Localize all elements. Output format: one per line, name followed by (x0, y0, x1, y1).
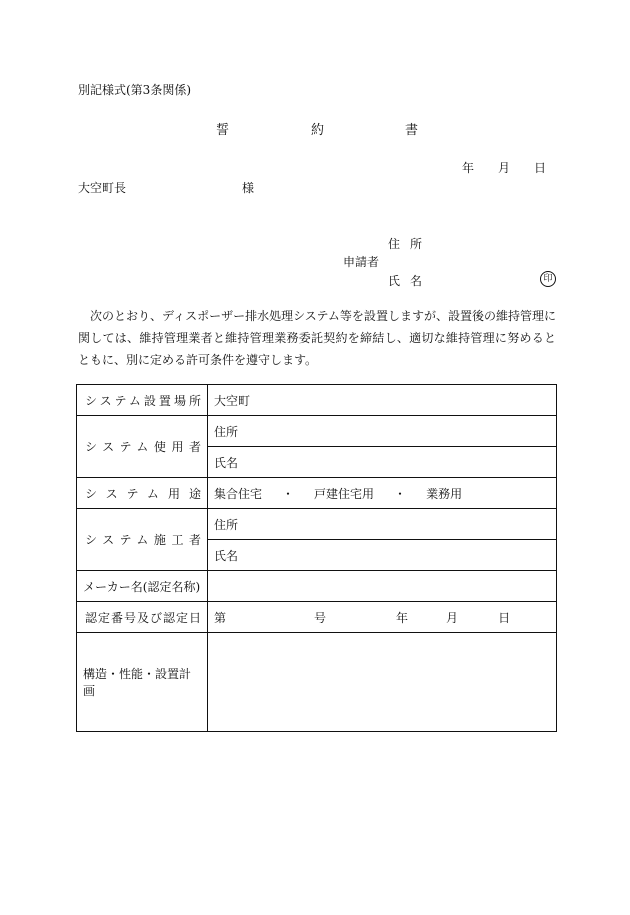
installer-label: システム施工者 (77, 509, 208, 571)
addressee: 大空町長 (78, 181, 127, 195)
usage-separator: ・ (394, 486, 407, 501)
maker-label: メーカー名(認定名称) (77, 571, 208, 602)
cert-label: 認定番号及び認定日 (77, 602, 208, 633)
date-year-label: 年 (462, 161, 475, 175)
form-label: 別記様式(第3条関係) (78, 83, 191, 97)
user-address-field[interactable]: 住所 (208, 416, 557, 447)
location-label: システム設置場所 (77, 385, 208, 416)
cert-no-suffix: 号 (314, 610, 327, 625)
date-day-label: 日 (534, 161, 547, 175)
structure-field[interactable] (208, 633, 557, 732)
table-row-structure (77, 633, 557, 732)
title-char-3: 書 (405, 123, 419, 138)
table-row-maker (77, 571, 557, 602)
usage-separator: ・ (282, 486, 295, 501)
user-name-field[interactable]: 氏名 (208, 447, 557, 478)
table-row-certification (77, 602, 557, 633)
usage-option-business[interactable]: 業務用 (426, 486, 463, 501)
title-char-2: 約 (311, 123, 325, 138)
addressee-suffix: 様 (242, 181, 255, 195)
date-month-label: 月 (498, 161, 511, 175)
structure-label: 構造・性能・設置計画 (77, 633, 208, 732)
location-value[interactable]: 大空町 (208, 385, 557, 416)
applicant-name-label: 氏名 (388, 274, 433, 288)
table-row-installer-address (77, 509, 557, 540)
pledge-table (76, 384, 557, 732)
user-label: システム使用者 (77, 416, 208, 478)
applicant-role: 申請者 (343, 255, 380, 269)
cert-month: 月 (446, 610, 459, 625)
usage-options (208, 478, 557, 509)
seal-icon: 印 (540, 271, 556, 287)
cert-field[interactable] (208, 602, 557, 633)
table-row-user-address (77, 416, 557, 447)
cert-year: 年 (396, 610, 409, 625)
pledge-body-text: 次のとおり、ディスポーザー排水処理システム等を設置しますが、設置後の維持管理に関しては、維持管理業者と維持管理業務委託契約を締結し、適切な維持管理に努めるとともに、別に定める許可条件を遵守します。 (78, 309, 556, 367)
table-row-usage (77, 478, 557, 509)
table-row-location (77, 385, 557, 416)
cert-day: 日 (498, 610, 511, 625)
maker-field[interactable] (208, 571, 557, 602)
applicant-address-label: 住所 (388, 237, 433, 251)
usage-label: システム用途 (77, 478, 208, 509)
usage-option-detached[interactable]: 戸建住宅用 (314, 486, 375, 501)
usage-option-apartment[interactable]: 集合住宅 (214, 486, 263, 501)
title-char-1: 誓 (216, 123, 230, 138)
installer-name-field[interactable]: 氏名 (208, 540, 557, 571)
cert-no-prefix: 第 (214, 610, 227, 625)
installer-address-field[interactable]: 住所 (208, 509, 557, 540)
